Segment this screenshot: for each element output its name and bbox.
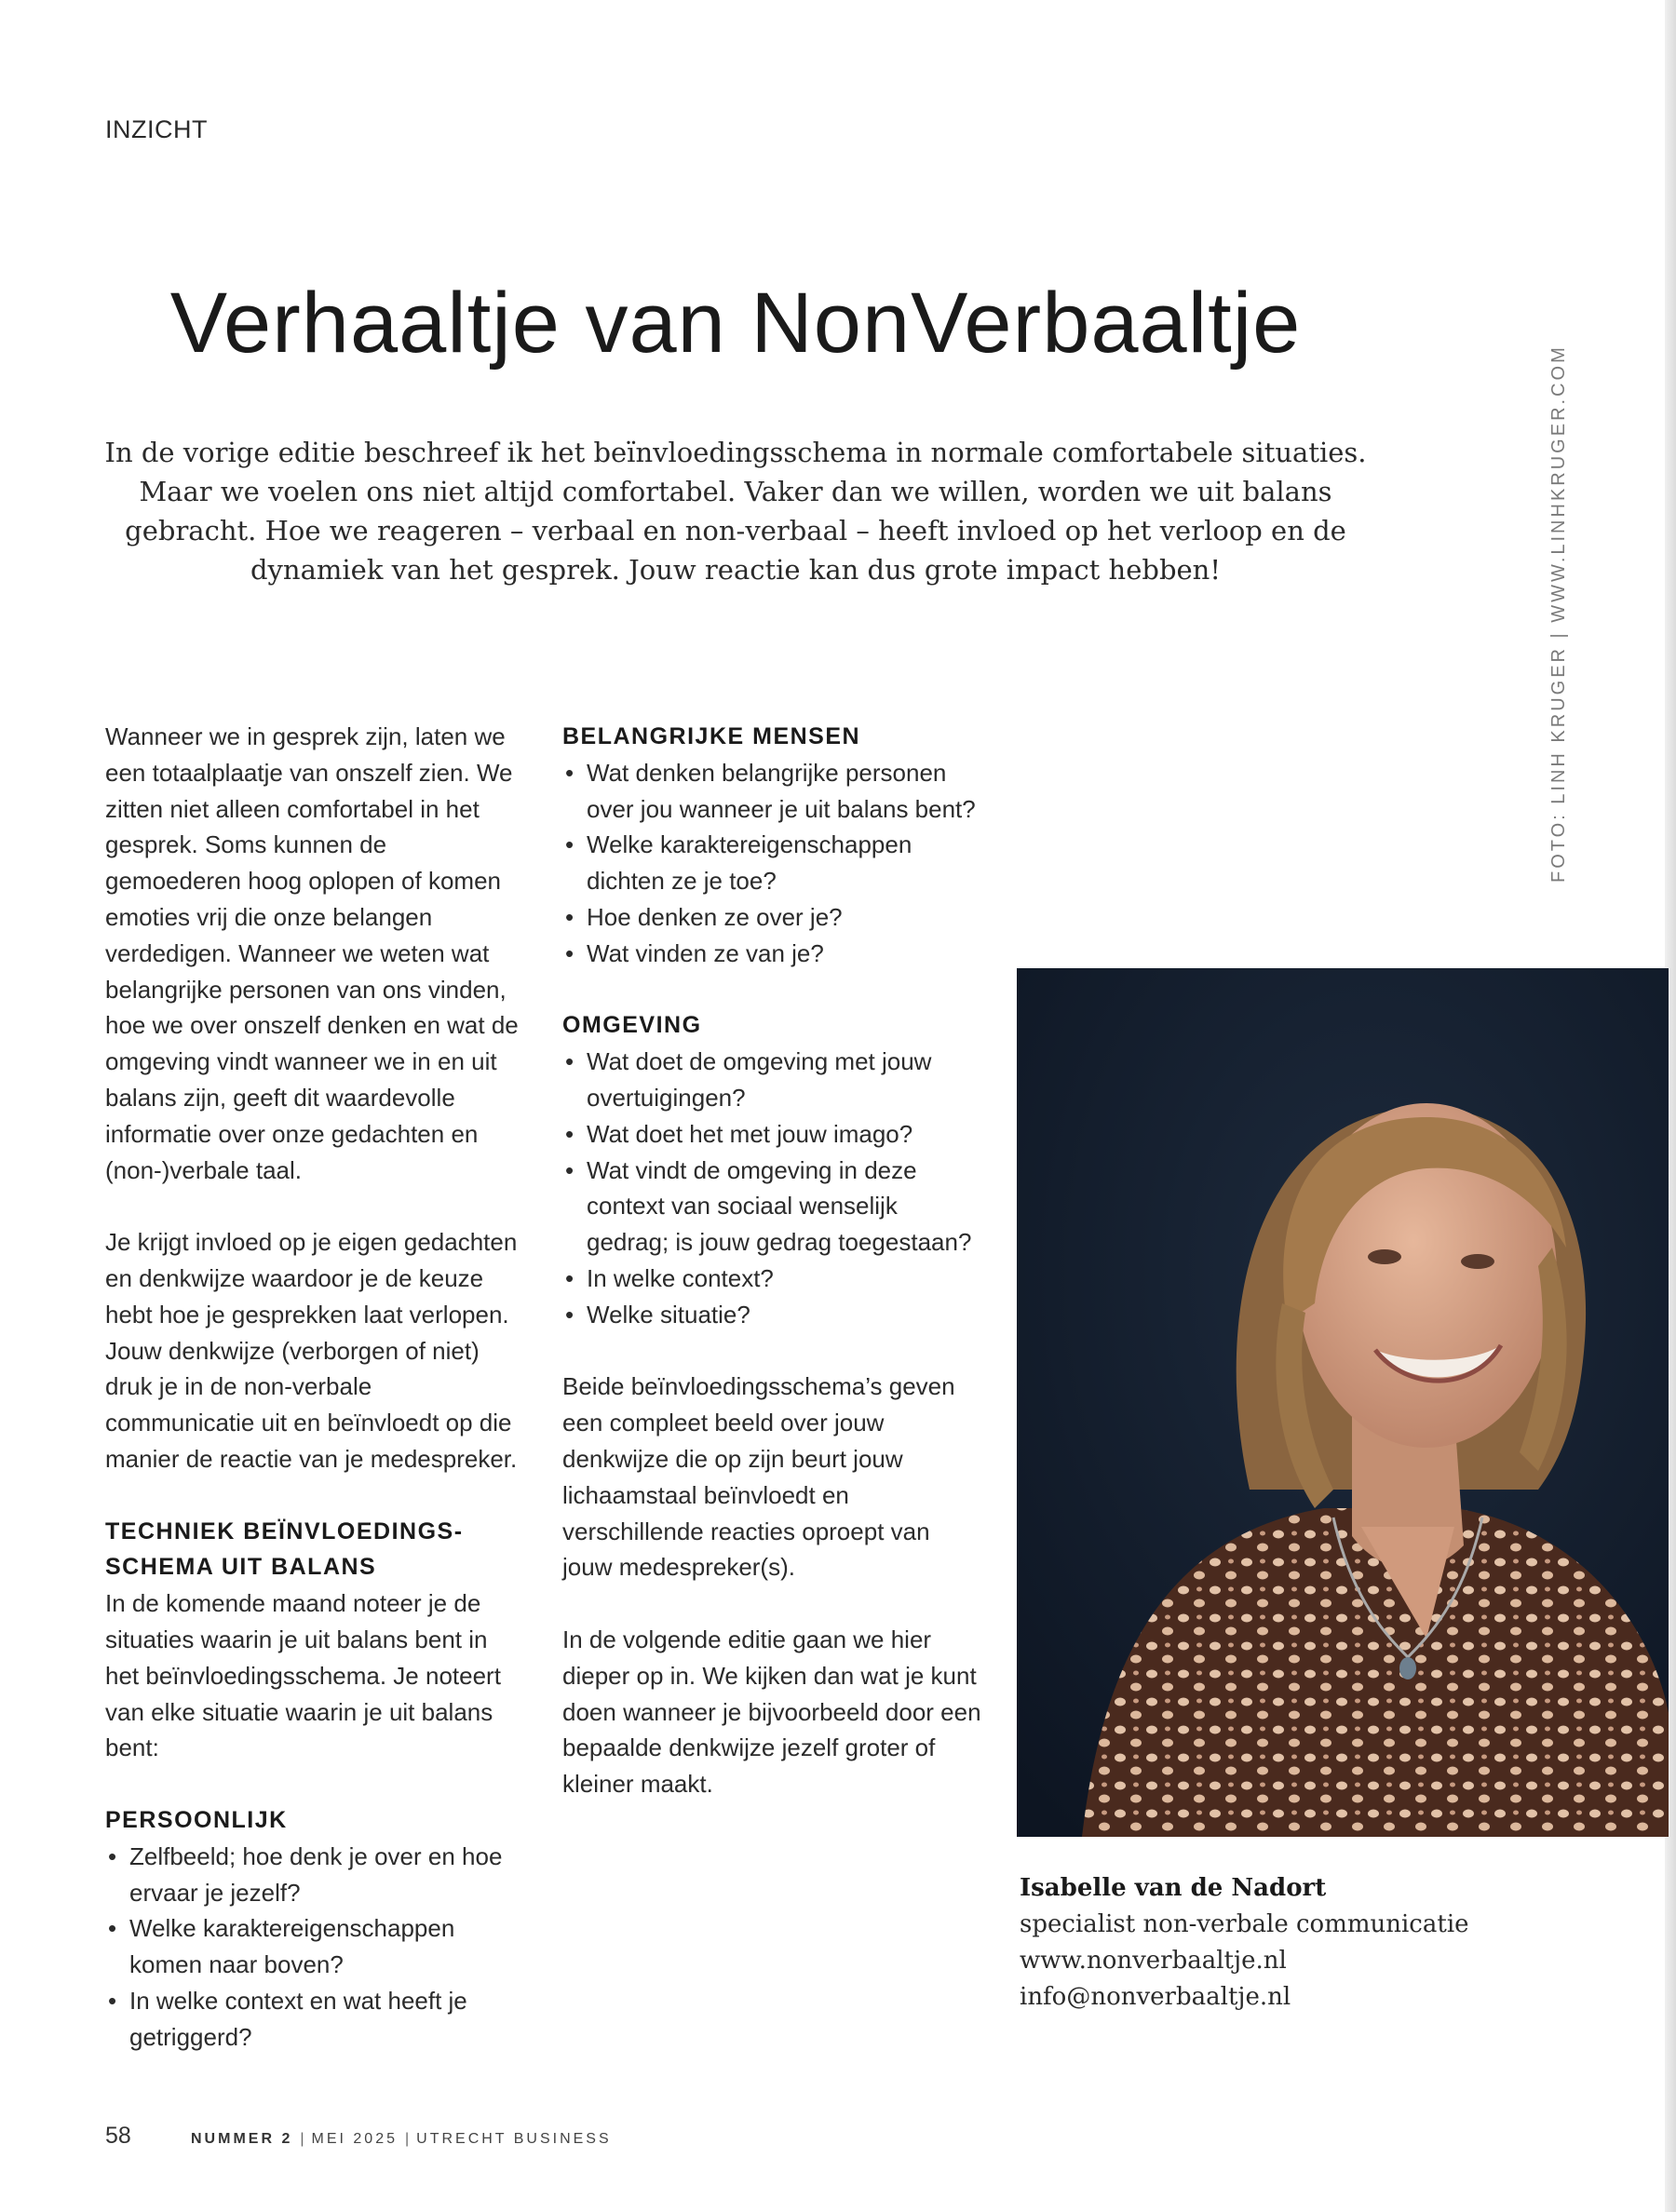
author-role: specialist non-verbale communicatie (1020, 1910, 1469, 1938)
body-paragraph: In de komende maand noteer je de situaties waarin je uit balans bent in het beïnvloedingsschema. Je noteert van elke situatie waarin je uit balans bent: (105, 1589, 501, 1762)
page-footer (105, 2123, 612, 2150)
body-paragraph: Beide beïnvloedingsschema’s geven een compleet beeld over jouw denkwijze die op zijn beurt jouw lichaamstaal beïnvloedt en verschillende reacties oproept van jouw medespreker(s). (562, 1372, 955, 1582)
list-item: • Wat denken belangrijke personen over jou wanneer je uit balans bent? (562, 755, 986, 828)
section-label: INZICHT (105, 115, 208, 143)
bullet-icon: • (565, 1119, 574, 1148)
body-paragraph: Wanneer we in gesprek zijn, laten we een totaalplaatje van onszelf zien. We zitten niet alleen comfortabel in het gesprek. Soms kunnen de gemoederen hoog oplopen of komen emoties vrij die onze belangen verdedigen. Wanneer we weten wat belangrijke personen van ons vinden, hoe we over onszelf denken en wat de omgeving vindt wanneer we in en uit balans zijn, geeft dit waardevolle informatie over onze gedachten en (non-)verbale taal. (105, 722, 519, 1184)
body-paragraph: Je krijgt invloed op je eigen gedachten en denkwijze waardoor je de keuze hebt hoe je gesprekken laat verlopen. Jouw denkwijze (verborgen of niet) druk je in de non-verbale communicatie uit en beïnvloedt op die manier de reactie van je medespreker. (105, 1228, 518, 1473)
list-item: • Wat vindt de omgeving in deze context van sociaal wenselijk gedrag; is jouw gedrag toegestaan? (562, 1153, 986, 1261)
article-title: Verhaaltje van NonVerbaaltje (169, 276, 1302, 371)
belangrijke-mensen-list (562, 755, 986, 972)
list-item: • Hoe denken ze over je? (562, 899, 986, 936)
list-item: • Welke karaktereigenschappen komen naar boven? (105, 1910, 524, 1983)
list-item: • In welke context? (562, 1261, 986, 1297)
page-number: 58 (105, 2123, 131, 2149)
list-item: • Zelfbeeld; hoe denk je over en hoe ervaar je jezelf? (105, 1839, 524, 1911)
list-item: • Welke situatie? (562, 1297, 986, 1333)
omgeving-list (562, 1044, 986, 1332)
footer-magazine: UTRECHT BUSINESS (416, 2131, 612, 2147)
author-portrait-photo (1017, 968, 1669, 1837)
subheading-omgeving: OMGEVING (562, 1012, 702, 1039)
list-item: • In welke context en wat heeft je getriggerd? (105, 1983, 524, 2056)
list-item: • Wat vinden ze van je? (562, 936, 986, 972)
author-website-link[interactable]: www.nonverbaaltje.nl (1020, 1947, 1287, 1975)
photo-credit: FOTO: LINH KRUGER | WWW.LINHKRUGER.COM (1548, 344, 1569, 883)
author-name: Isabelle van de Nadort (1020, 1874, 1327, 1902)
footer-date: MEI 2025 (311, 2131, 398, 2147)
footer-separator: | (300, 2131, 304, 2147)
bullet-icon: • (565, 1263, 574, 1292)
footer-issue: NUMMER 2 (191, 2131, 293, 2147)
bullet-icon: • (565, 938, 574, 967)
bullet-icon: • (108, 1914, 117, 1943)
bullet-icon: • (565, 902, 574, 931)
list-item: • Wat doet de omgeving met jouw overtuigingen? (562, 1044, 986, 1116)
footer-separator: | (404, 2131, 410, 2147)
text-column-middle (562, 719, 986, 1839)
bullet-icon: • (565, 1300, 574, 1329)
bullet-icon: • (565, 1155, 574, 1184)
persoonlijk-list (105, 1839, 524, 2056)
body-paragraph: In de volgende editie gaan we hier dieper op in. We kijken dan wat je kunt doen wanneer je bijvoorbeeld door een bepaalde denkwijze jezelf groter of kleiner maakt. (562, 1625, 981, 1799)
bullet-icon: • (565, 830, 574, 859)
article-intro: In de vorige editie beschreef ik het beïnvloedingsschema in normale comfortabele situaties. Maar we voelen ons niet altijd comfortabel. Vaker dan we willen, worden we uit balans gebracht. Hoe we reageren – verbaal en non-verbaal – heeft invloed op het verloop en de dynamiek van het gesprek. Jouw reactie kan dus grote impact hebben! (104, 437, 1367, 586)
bullet-icon: • (565, 758, 574, 787)
bullet-icon: • (108, 1841, 117, 1870)
text-column-left (105, 719, 524, 2091)
subheading-techniek: TECHNIEK BEÏNVLOEDINGS-SCHEMA UIT BALANS (105, 1517, 464, 1581)
bullet-icon: • (565, 1047, 574, 1076)
bullet-icon: • (108, 1986, 117, 2015)
list-item: • Wat doet het met jouw imago? (562, 1116, 986, 1153)
subheading-persoonlijk: PERSOONLIJK (105, 1806, 288, 1833)
author-bio (1020, 1870, 1469, 2016)
list-item: • Welke karaktereigenschappen dichten ze je toe? (562, 827, 986, 899)
subheading-belangrijke-mensen: BELANGRIJKE MENSEN (562, 723, 861, 749)
author-email-link[interactable]: info@nonverbaaltje.nl (1020, 1983, 1291, 2011)
